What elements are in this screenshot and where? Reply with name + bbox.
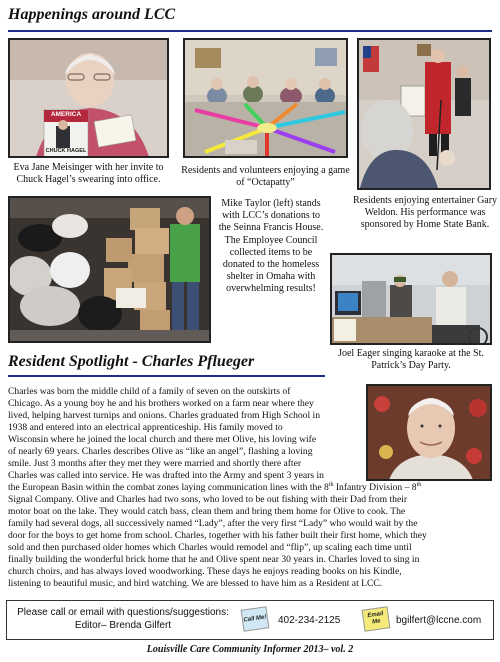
spotlight-line-15: finally building the wonderful brick home that he and Olive spent near 30 years in. Charles loved to sing in	[8, 554, 420, 565]
spotlight-line-12: family had several dogs, all successively named “Lady”, after the very first “Lady” who would wait by the	[8, 518, 418, 529]
spotlight-rule	[8, 375, 325, 377]
spotlight-line-17: listening to beautiful music, and bird watching. We are blessed to have him as a Resident at LCC.	[8, 578, 383, 589]
header-rule	[8, 30, 492, 32]
spotlight-line-11: motor boat on the lake. They would catch bass, clean them and bring them home for Olive to cook. The	[8, 506, 406, 517]
spotlight-title: Resident Spotlight - Charles Pflueger	[8, 353, 255, 370]
photo-octapatty-image	[185, 40, 348, 158]
caption-mike: Mike Taylor (left) stands with LCC’s donations to the Seinna Francis House. The Employee Council collected items to be donated to the homeless shelter in Omaha with overwhelming results!	[218, 198, 324, 295]
footer-email[interactable]: bgilfert@lccne.com	[396, 615, 482, 626]
spotlight-line-3: lived, helping harvest turnips and onions. Charles graduated from High School in	[8, 410, 321, 421]
spotlight-sup-1: th	[328, 481, 334, 488]
email-me-note: Email Me	[362, 606, 391, 631]
photo-weldon-image	[359, 40, 491, 190]
spotlight-line-9	[8, 482, 494, 494]
spotlight-line-16: church choirs, and has always loved woodworking. These days he enjoys reading books on his Kindle,	[8, 566, 402, 577]
photo-charles	[366, 384, 492, 481]
photo-donations	[8, 196, 211, 343]
photo-eva	[8, 38, 169, 158]
spotlight-sup-2: th	[416, 481, 422, 488]
header-title: Happenings around LCC	[8, 6, 176, 23]
caption-weldon: Residents enjoying entertainer Gary Weldon. His performance was sponsored by Home State Bank.	[352, 195, 498, 230]
footer-line-1: Please call or email with questions/suggestions:	[17, 607, 229, 618]
photo-karaoke	[330, 253, 492, 345]
photo-octapatty	[183, 38, 348, 158]
spotlight-line-7: smile. Just 3 months after they met they were married and shortly there after	[8, 458, 302, 469]
footer-phone[interactable]: 402-234-2125	[278, 615, 341, 626]
spotlight-line-9b: Infantry Division – 8	[333, 482, 417, 493]
photo-charles-image	[368, 386, 492, 481]
call-me-note: Call Me!	[241, 606, 270, 631]
spotlight-line-4: 1938 and entered into an electrical apprenticeship. His family moved to	[8, 422, 283, 433]
book-title-text: AMERICA	[50, 111, 82, 118]
photo-donations-image	[10, 198, 211, 343]
spotlight-line-13: door for the boys to get home from school. Charles, together with his father built their first home, which they	[8, 530, 427, 541]
spotlight-line-10: Signal Company. Olive and Charles had two sons, who loved to be out fishing with their Dad from their	[8, 494, 408, 505]
spotlight-line-1: Charles was born the middle child of a family of seven on the outskirts of	[8, 386, 291, 397]
footer-line-2: Editor– Brenda Gilfert	[74, 620, 172, 631]
photo-weldon	[357, 38, 491, 190]
publication-line: Louisville Care Community Informer 2013– vol. 2	[146, 644, 354, 655]
spotlight-line-14: sold and then purchased older homes which Charles would remodel and “flip”, up scaling each time until	[8, 542, 412, 553]
spotlight-line-9a: the European Basin within the combat zones laying communication lines with the 8	[8, 482, 329, 493]
caption-eva: Eva Jane Meisinger with her invite to Chuck Hagel’s swearing into office.	[13, 162, 164, 185]
photo-eva-image	[10, 40, 169, 158]
caption-octapatty: Residents and volunteers enjoying a game of “Octapatty”	[181, 165, 350, 188]
spotlight-line-6: of nearly 69 years. Charles describes Olive as “like an angel”, flashing a loving	[8, 446, 313, 457]
spotlight-line-2: Chicago. As a young boy he and his brothers worked on a farm near where they	[8, 398, 314, 409]
book-author-text: CHUCK HAGEL	[45, 148, 87, 154]
spotlight-line-8: Charles was called into service. He was drafted into the Army and spent 3 years in	[8, 470, 324, 481]
photo-karaoke-image	[332, 255, 492, 345]
caption-joel: Joel Eager singing karaoke at the St. Patrick’s Day Party.	[338, 348, 484, 371]
spotlight-line-5: Wisconsin where he joined the local church and there met Olive, his loving wife	[8, 434, 317, 445]
